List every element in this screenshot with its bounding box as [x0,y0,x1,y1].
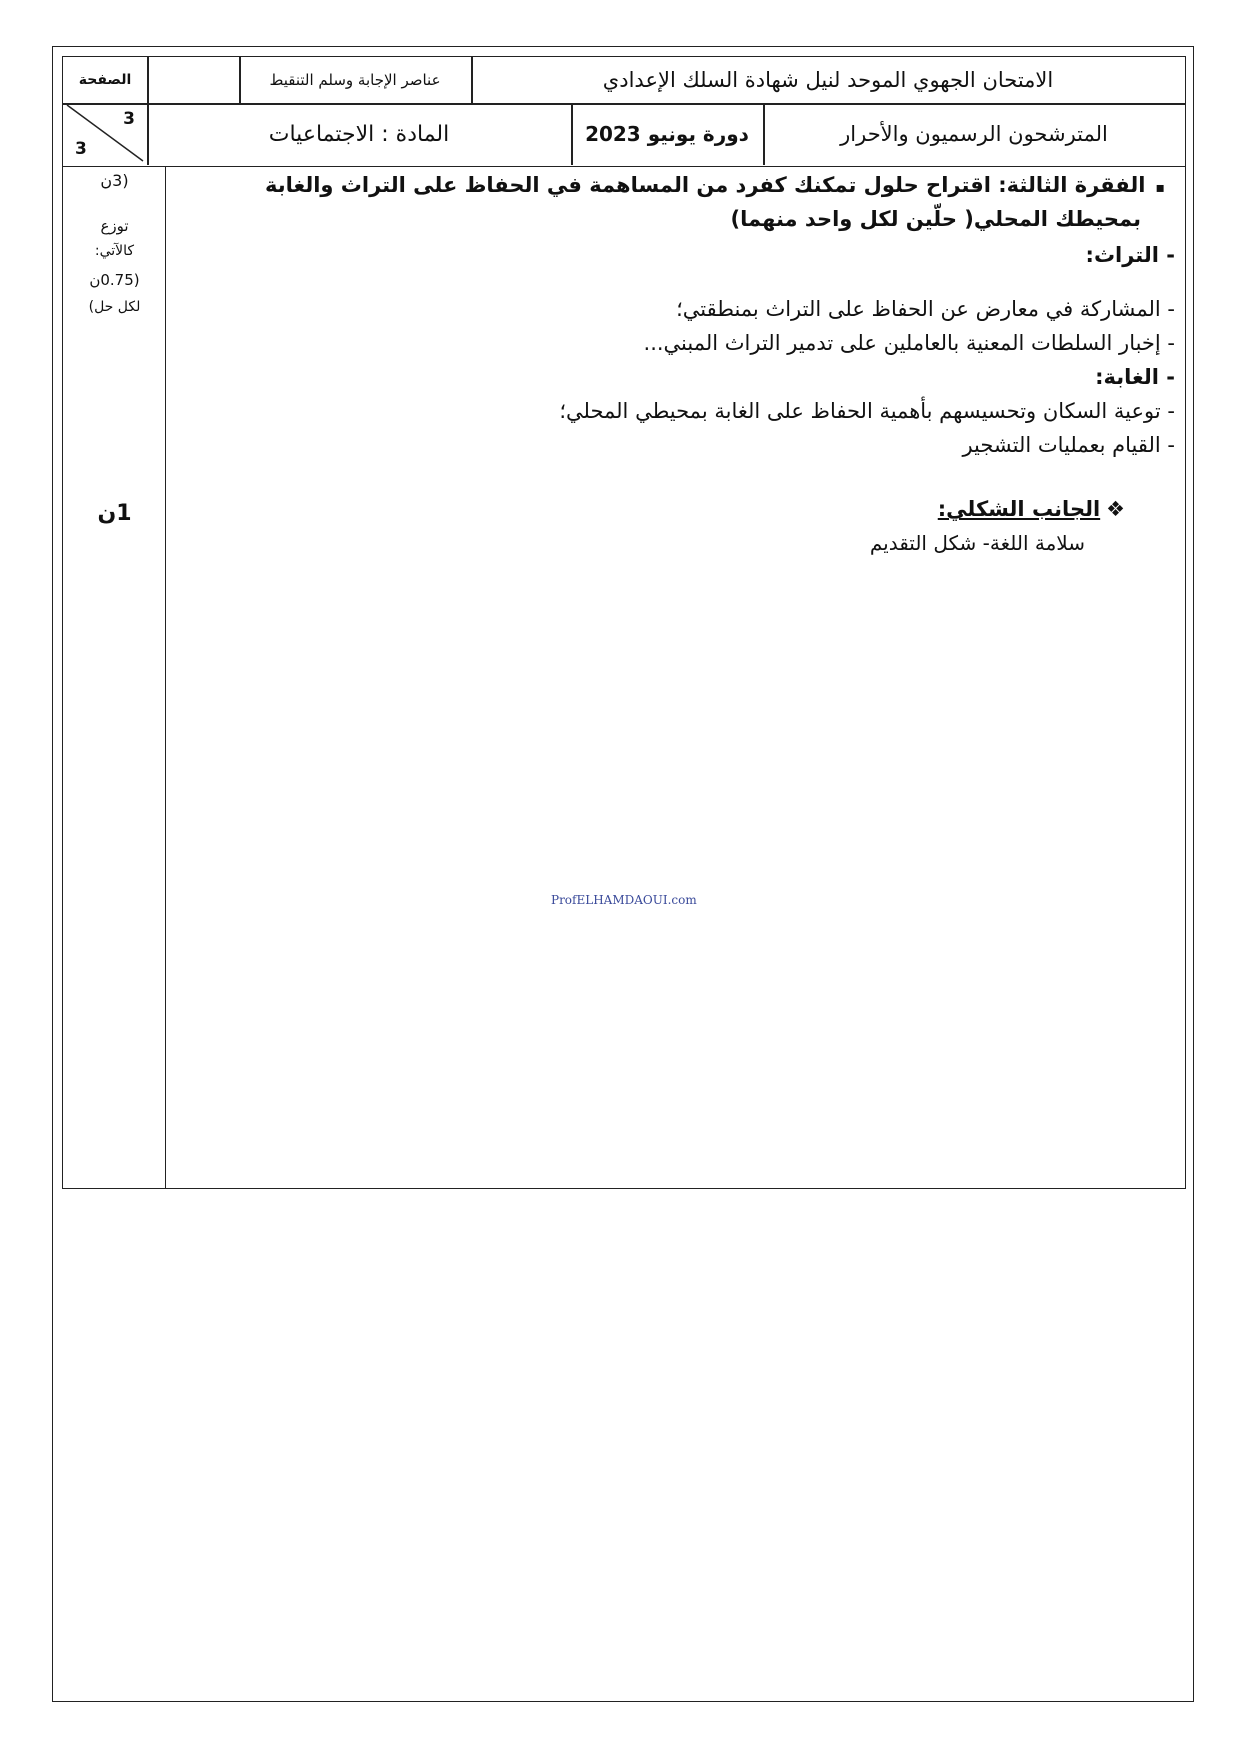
points-total: (3ن [100,171,129,190]
points-distribution-3: (0.75ن [89,271,140,289]
heritage-item-2: - إخبار السلطات المعنية بالعاملين على تدمير التراث المبني... [643,331,1175,355]
subject: المادة : الاجتماعيات [268,121,450,147]
exam-header [62,56,1186,167]
answer-content [166,167,1185,1188]
page-total: 3 [75,139,87,159]
page-label: الصفحة [78,72,132,88]
watermark: ProfELHAMDAOUI.com [551,893,697,907]
bullet-icon: ▪ [1155,180,1165,196]
empty-cell [147,57,239,103]
points-distribution-4: لكل حل) [88,299,141,315]
formal-criteria: سلامة اللغة- شكل التقديم [869,531,1085,555]
points-distribution-2: كالآتي: [94,243,135,259]
formal-heading-line: ❖الجانب الشكلي: [937,497,1125,521]
page-number-box [63,103,147,165]
points-distribution-1: توزع [100,217,129,235]
forest-heading: - الغابة: [1095,365,1175,389]
heritage-heading: - التراث: [1085,243,1175,267]
candidates: المترشحون الرسميون والأحرار [840,122,1108,146]
formal-points: 1ن [97,501,132,526]
points-column [63,167,166,1188]
forest-item-2: - القيام بعمليات التشجير [962,433,1175,457]
session: دورة يونيو 2023 [585,122,749,146]
document-type: عناصر الإجابة وسلم التنقيط [269,71,441,89]
section-title-line2: بمحيطك المحلي( حلّين لكل واحد منهما) [730,207,1141,231]
diamond-star-icon: ❖ [1106,497,1125,521]
forest-item-1: - توعية السكان وتحسيسهم بأهمية الحفاظ على الغابة بمحيطي المحلي؛ [559,399,1175,423]
exam-title: الامتحان الجهوي الموحد لنيل شهادة السلك الإعدادي [602,68,1054,92]
page-current: 3 [123,109,135,129]
answer-body [62,167,1186,1189]
heritage-item-1: - المشاركة في معارض عن الحفاظ على التراث بمنطقتي؛ [676,297,1175,321]
section-title-line1: ▪الفقرة الثالثة: اقتراح حلول تمكنك كفرد من المساهمة في الحفاظ على التراث والغابة [264,173,1165,197]
